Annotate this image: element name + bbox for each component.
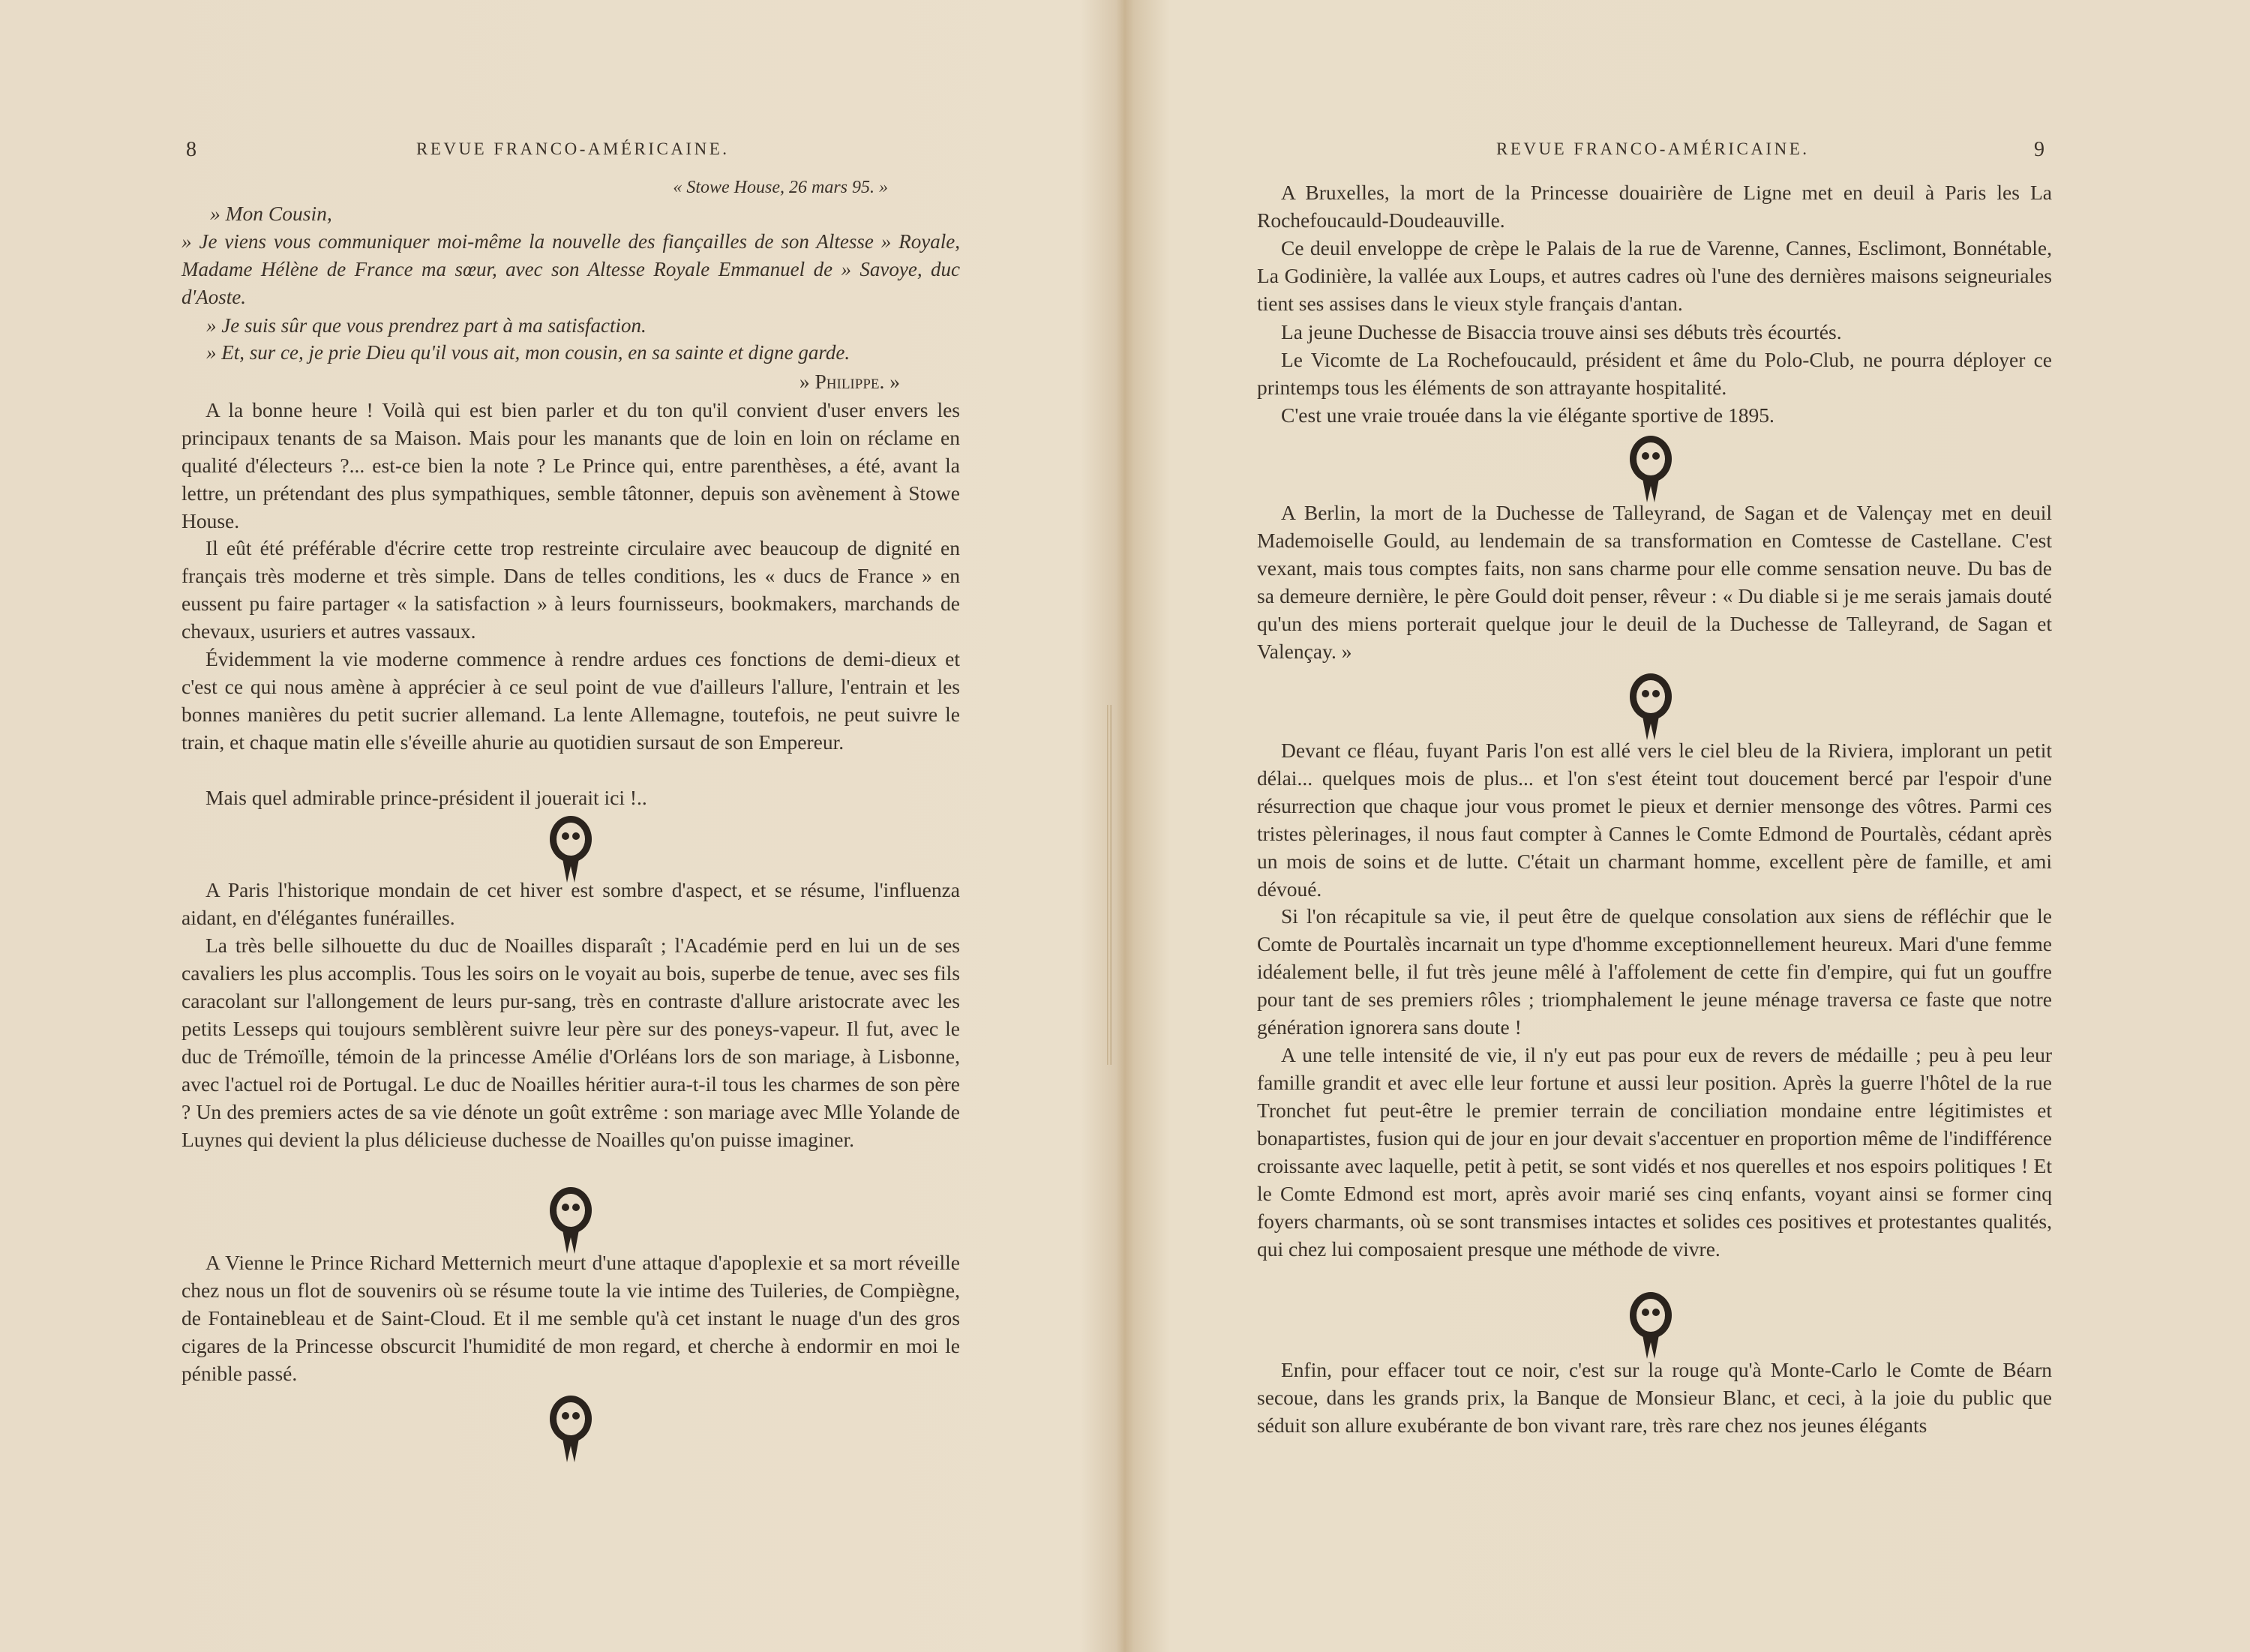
letter-body: » Et, sur ce, je prie Dieu qu'il vous ait, mon cousin, en sa sainte et digne garde. — [206, 341, 850, 364]
paragraph: A une telle intensité de vie, il n'y eut pas pour eux de revers de médaille ; peu à peu leur famille grandit et avec elle leur fortune et aussi leur position. Après la guerre l'hôtel de la rue Tronchet fut peut-être le premier terrain de conciliation mondaine entre légitimistes et bonapartistes, fusion qui de jour en jour devait s'accentuer en proportion même de l'indifférence croissante avec laquelle, petit à petit, se sont vidés et nos querelles et nos espoirs politiques ! Et le Comte Edmond est mort, après avoir marié ses cinq enfants, voyant ainsi se former cinq foyers charmants, où se sont transmises intactes et solides ces positives et protestantes qualités, qui chez lui composaient presque une méthode de vivre. — [1257, 1043, 2052, 1261]
skull-ornament-icon — [1626, 671, 1676, 745]
paragraph: A Paris l'historique mondain de cet hiver est sombre d'aspect, et se résume, l'influenza aidant, en d'élégantes funérailles. — [182, 878, 960, 929]
paragraph: La très belle silhouette du duc de Noailles disparaît ; l'Académie perd en lui un de ses cavaliers les plus accomplis. Tous les soirs on le voyait au bois, superbe de tenue, avec ses fils caracolant sur l'allongement de leurs pur-sang, très en contraste d'allure aristocrate avec les petits Lesseps qui toujours semblèrent suivre leur père sur des poneys-vapeur. Il fut, avec le duc de Trémoïlle, témoin de la princesse Amélie d'Orléans lors de son mariage, à Lisbonne, avec l'actuel roi de Portugal. Le duc de Noailles héritier aura-t-il tous les charmes de son père ? Un des premiers actes de sa vie dénote un goût extrême : son mariage avec Mlle Yolande de Luynes qui devient la plus délicieuse duchesse de Noailles qu'on puisse imaginer. — [182, 934, 960, 1151]
running-head: REVUE FRANCO-AMÉRICAINE. — [1496, 139, 1810, 158]
paragraph: Le Vicomte de La Rochefoucauld, président et âme du Polo-Club, ne pourra déployer ce printemps tous les éléments de son attrayante hospitalité. — [1257, 348, 2052, 399]
paragraph: Il eût été préférable d'écrire cette trop restreinte circulaire avec beaucoup de dignité en français très moderne et très simple. Dans de telles conditions, les « ducs de France » en eussent pu faire partager « la satisfaction » à leurs fournisseurs, bookmakers, marchands de chevaux, usuriers et autres vassaux. — [182, 536, 960, 643]
skull-ornament-icon — [1626, 433, 1676, 507]
paragraph: Évidemment la vie moderne commence à rendre ardues ces fonctions de demi-dieux et c'est ce qui nous amène à apprécier à ce seul point de vue d'ailleurs l'allure, l'entrain et les bonnes manières du petit sucrier allemand. La lente Allemagne, toutefois, ne peut suivre le train, et chaque matin elle s'éveille ahurie au quotidien sursaut de son Empereur. — [182, 647, 960, 754]
letter-salutation: » Mon Cousin, — [210, 202, 332, 225]
paragraph: Mais quel admirable prince-président il jouerait ici !.. — [206, 786, 647, 809]
paragraph: La jeune Duchesse de Bisaccia trouve ainsi ses débuts très écourtés. — [1281, 320, 1842, 343]
page-number: 8 — [186, 138, 196, 161]
paragraph: Ce deuil enveloppe de crèpe le Palais de la rue de Varenne, Cannes, Esclimont, Bonnétable, La Godinière, la vallée aux Loups, et autres cadres où l'une des dernières maisons seigneuriales tient ses assises dans le vieux style français d'antan. — [1257, 236, 2052, 315]
paragraph: A Berlin, la mort de la Duchesse de Talleyrand, de Sagan et de Valençay met en deuil Mademoiselle Gould, au lendemain de sa transformation en Comtesse de Castellane. C'est vexant, mais tous comptes faits, non sans charme pour elle comme sensation neuve. Du bas de sa demeure dernière, le père Gould doit penser, rêveur : « Du diable si je me serais jamais douté qu'un des miens porterait quelque jour le deuil de la Duchesse de Talleyrand, de Sagan et Valençay. » — [1257, 501, 2052, 663]
paragraph: A la bonne heure ! Voilà qui est bien parler et du ton qu'il convient d'user envers les principaux tenants de sa Maison. Mais pour les manants que de loin en loin on réclame en qualité d'électeurs ?... est-ce bien la note ? Le Prince qui, entre parenthèses, a été, avant la lettre, un prétendant des plus sympathiques, semble tâtonner, depuis son avènement à Stowe House. — [182, 398, 960, 532]
skull-ornament-icon — [1626, 1290, 1676, 1363]
left-page — [0, 0, 1110, 1652]
paragraph: C'est une vraie trouée dans la vie élégante sportive de 1895. — [1281, 403, 1774, 427]
letter-body: » Je viens vous communiquer moi-même la nouvelle des fiançailles de son Altesse » Royale, Madame Hélène de France ma sœur, avec son Altesse Royale Emmanuel de » Savoye, duc d'Aoste. — [182, 230, 960, 308]
paragraph: A Vienne le Prince Richard Metternich meurt d'une attaque d'apoplexie et sa mort réveille chez nous un flot de souvenirs où se résume toute la vie intime des Tuileries, de Compiègne, de Fontainebleau et de Saint-Cloud. Et il me semble qu'à cet instant le nuage d'un des gros cigares de la Princesse obscurcit l'humidité de mon regard, et cherche à endormir en moi le pénible passé. — [182, 1251, 960, 1385]
letter-dateline: « Stowe House, 26 mars 95. » — [673, 178, 888, 197]
running-head: REVUE FRANCO-AMÉRICAINE. — [416, 139, 730, 158]
page-number: 9 — [2034, 138, 2044, 161]
skull-ornament-icon — [546, 1185, 596, 1258]
paragraph: A Bruxelles, la mort de la Princesse douairière de Ligne met en deuil à Paris les La Rochefoucauld-Doudeauville. — [1257, 181, 2052, 232]
paragraph: Si l'on récapitule sa vie, il peut être de quelque consolation aux siens de réfléchir que le Comte de Pourtalès incarnait un type d'homme exceptionnellement heureux. Mari d'une femme idéalement belle, il fut très jeune mêlé à l'affolement de cette fin d'empire, qui fut un gouffre pour tant de ses premiers rôles ; triomphalement le jeune ménage traversa ce faste que notre génération ignorera sans doute ! — [1257, 904, 2052, 1039]
letter-signature: » Philippe. » — [799, 370, 900, 393]
skull-ornament-icon — [546, 1393, 596, 1467]
letter-body: » Je suis sûr que vous prendrez part à ma satisfaction. — [206, 314, 646, 337]
right-page — [1110, 0, 2250, 1652]
paragraph: Enfin, pour effacer tout ce noir, c'est sur la rouge qu'à Monte-Carlo le Comte de Béarn secoue, dans les grands prix, la Banque de Monsieur Blanc, et ceci, à la joie du public que séduit son allure exubérante de bon vivant rare, très rare chez nos jeunes élégants — [1257, 1358, 2052, 1437]
paragraph: Devant ce fléau, fuyant Paris l'on est allé vers le ciel bleu de la Riviera, implorant un petit délai... quelques mois de plus... et l'on s'est éteint tout doucement bercé par l'espoir d'une résurrection que chaque jour vous promet le pieux et dernier mensonge des vôtres. Parmi ces tristes pèlerinages, il nous faut compter à Cannes le Comte Edmond de Pourtalès, cédant après un mois de soins et de lutte. C'était un charmant homme, excellent père de famille, et ami dévoué. — [1257, 739, 2052, 901]
